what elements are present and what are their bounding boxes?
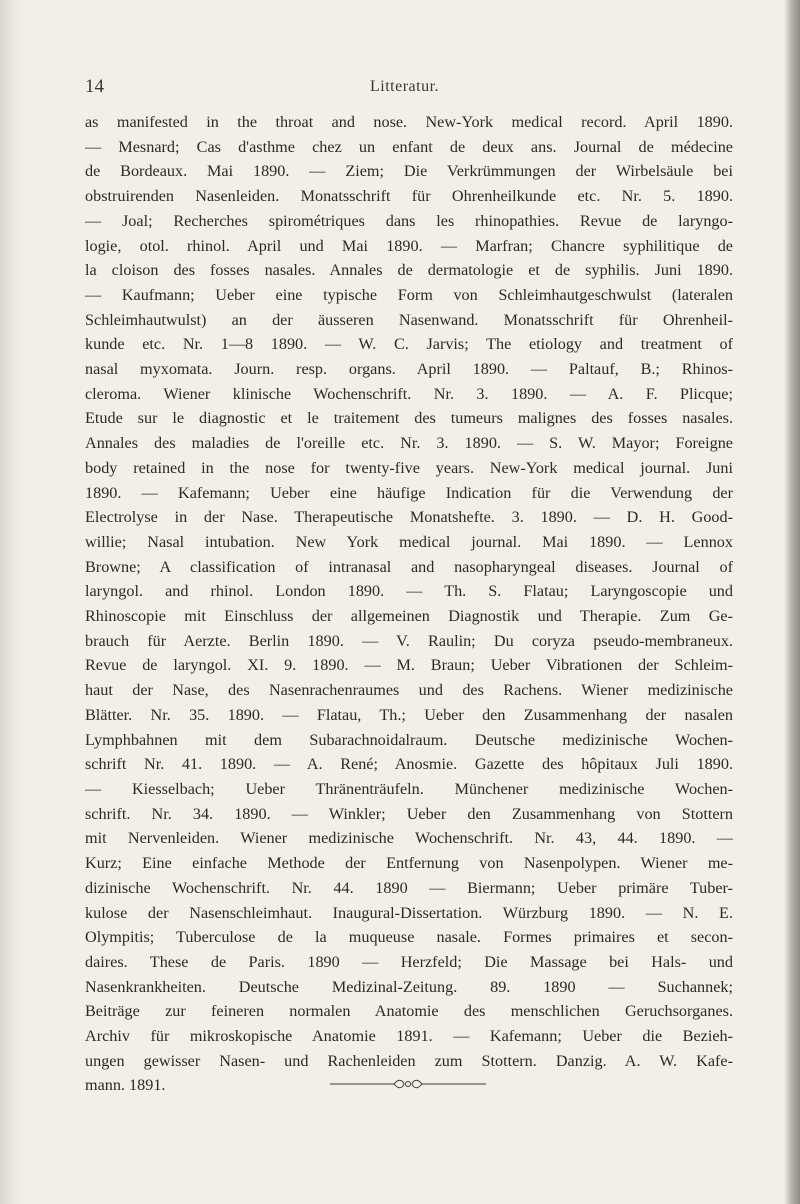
text-line: — Kaufmann; Ueber eine typische Form von Schleimhautgeschwulst (lateralen xyxy=(85,285,733,304)
text-line: Beiträge zur feineren normalen Anatomie des menschlichen Geruchsorganes. xyxy=(85,1002,733,1021)
text-line: body retained in the nose for twenty-five years. New-York medical journal. Juni xyxy=(85,458,733,477)
text-line: haut der Nase, des Nasenrachenraumes und des Rachens. Wiener medizinische xyxy=(85,681,733,700)
text-line: Nasenkrankheiten. Deutsche Medizinal-Zeitung. 89. 1890 — Suchannek; xyxy=(85,977,733,996)
page-number: 14 xyxy=(85,76,104,97)
text-line: — Kiesselbach; Ueber Thränenträufeln. Münchener medizinische Wochen- xyxy=(85,779,733,798)
text-line: dizinische Wochenschrift. Nr. 44. 1890 — Biermann; Ueber primäre Tuber- xyxy=(85,878,733,897)
text-line: Lymphbahnen mit dem Subarachnoidalraum. Deutsche medizinische Wochen- xyxy=(85,730,733,749)
text-line: 1890. — Kafemann; Ueber eine häufige Indication für die Verwendung der xyxy=(85,483,733,502)
page-header xyxy=(0,76,800,106)
text-line: Olympitis; Tuberculose de la muqueuse nasale. Formes primaires et secon- xyxy=(85,928,733,947)
text-line: de Bordeaux. Mai 1890. — Ziem; Die Verkrümmungen der Wirbelsäule bei xyxy=(85,162,733,181)
text-line: ungen gewisser Nasen- und Rachenleiden zum Stottern. Danzig. A. W. Kafe- xyxy=(85,1051,733,1070)
text-line: Rhinoscopie mit Einschluss der allgemeinen Diagnostik und Therapie. Zum Ge- xyxy=(85,607,733,626)
text-line: Browne; A classification of intranasal and nasopharyngeal diseases. Journal of xyxy=(85,557,733,576)
text-line: cleroma. Wiener klinische Wochenschrift. Nr. 3. 1890. — A. F. Plicque; xyxy=(85,384,733,403)
text-line: nasal myxomata. Journ. resp. organs. April 1890. — Paltauf, B.; Rhinos- xyxy=(85,360,733,379)
text-line: schrift. Nr. 34. 1890. — Winkler; Ueber den Zusammenhang von Stottern xyxy=(85,804,733,823)
running-head: Litteratur. xyxy=(370,78,440,95)
page-edge xyxy=(784,0,800,1204)
text-line: Annales des maladies de l'oreille etc. Nr. 3. 1890. — S. W. Mayor; Foreigne xyxy=(85,434,733,453)
text-line: kulose der Nasenschleimhaut. Inaugural-Dissertation. Würzburg 1890. — N. E. xyxy=(85,903,733,922)
text-line: obstruirenden Nasenleiden. Monatsschrift für Ohrenheilkunde etc. Nr. 5. 1890. xyxy=(85,187,733,206)
fleuron-ornament-icon xyxy=(330,1077,486,1091)
text-line: Etude sur le diagnostic et le traitement des tumeurs malignes des fosses nasales. xyxy=(85,409,733,428)
page-gutter-shadow xyxy=(0,0,22,1204)
text-line: — Joal; Recherches spirométriques dans les rhinopathies. Revue de laryngo- xyxy=(85,211,733,230)
text-line: Blätter. Nr. 35. 1890. — Flatau, Th.; Ueber den Zusammenhang der nasalen xyxy=(85,705,733,724)
text-line: Revue de laryngol. XI. 9. 1890. — M. Braun; Ueber Vibrationen der Schleim- xyxy=(85,656,733,675)
text-line: Schleimhautwulst) an der äusseren Nasenwand. Monatsschrift für Ohrenheil- xyxy=(85,310,733,329)
text-line: Kurz; Eine einfache Methode der Entfernung von Nasenpolypen. Wiener me- xyxy=(85,854,733,873)
text-line: schrift Nr. 41. 1890. — A. René; Anosmie. Gazette des hôpitaux Juli 1890. xyxy=(85,755,733,774)
text-line: laryngol. and rhinol. London 1890. — Th. S. Flatau; Laryngoscopie und xyxy=(85,582,733,601)
text-line: as manifested in the throat and nose. New-York medical record. April 1890. xyxy=(85,113,733,131)
text-line: kunde etc. Nr. 1—8 1890. — W. C. Jarvis; The etiology and treatment of xyxy=(85,335,733,354)
text-line: Electrolyse in der Nase. Therapeutische Monatshefte. 3. 1890. — D. H. Good- xyxy=(85,508,733,527)
text-line: daires. These de Paris. 1890 — Herzfeld; Die Massage bei Hals- und xyxy=(85,952,733,971)
text-line: brauch für Aerzte. Berlin 1890. — V. Raulin; Du coryza pseudo-membraneux. xyxy=(85,631,733,650)
text-line: mit Nervenleiden. Wiener medizinische Wochenschrift. Nr. 43, 44. 1890. — xyxy=(85,829,733,848)
text-line: logie, otol. rhinol. April und Mai 1890. — Marfran; Chancre syphilitique de xyxy=(85,236,733,255)
text-line: willie; Nasal intubation. New York medical journal. Mai 1890. — Lennox xyxy=(85,532,733,551)
text-line: Archiv für mikroskopische Anatomie 1891. — Kafemann; Ueber die Bezieh- xyxy=(85,1027,733,1046)
text-line: la cloison des fosses nasales. Annales de dermatologie et de syphilis. Juni 1890. xyxy=(85,261,733,280)
text-line: — Mesnard; Cas d'asthme chez un enfant de deux ans. Journal de médecine xyxy=(85,137,733,156)
text-line: mann. 1891. xyxy=(85,1076,166,1095)
bibliography-text xyxy=(85,110,733,1098)
